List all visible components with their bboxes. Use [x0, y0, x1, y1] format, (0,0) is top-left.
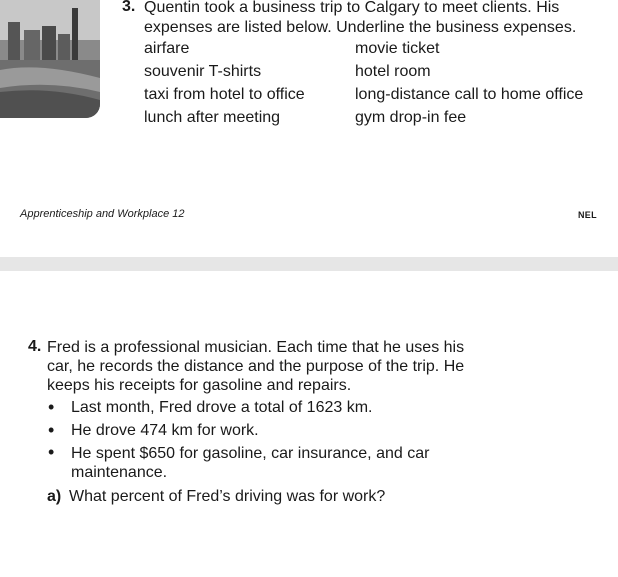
question-3-line-2: expenses are listed below. Underline the business expenses. [144, 19, 577, 36]
footer-book-title: Apprenticeship and Workplace 12 [20, 208, 185, 220]
bullet-expenses [71, 444, 429, 482]
option-airfare[interactable]: airfare [144, 40, 190, 57]
part-a-question: What percent of Fred’s driving was for work? [69, 488, 386, 505]
footer-publisher: NEL [578, 210, 597, 220]
question-4-line-1: Fred is a professional musician. Each time that he uses his [47, 339, 465, 356]
question-3-number: 3. [122, 0, 136, 15]
page-top [0, 0, 618, 255]
page-divider [0, 257, 618, 271]
bullet-expenses-line-2: maintenance. [71, 464, 168, 481]
question-3-line-1: Quentin took a business trip to Calgary to meet clients. His [144, 0, 560, 16]
part-a-label: a) [47, 488, 62, 505]
bullet-expenses-line-1: He spent $650 for gasoline, car insurance, and car [71, 445, 430, 462]
question-4-line-2: car, he records the distance and the purpose of the trip. He [47, 358, 465, 375]
option-hotel-room[interactable]: hotel room [355, 63, 431, 80]
question-4-number: 4. [28, 338, 42, 355]
option-movie-ticket[interactable]: movie ticket [355, 40, 440, 57]
bullet-dot: • [48, 397, 55, 417]
page-bottom [0, 271, 618, 577]
bullet-total-distance: Last month, Fred drove a total of 1623 km. [71, 399, 373, 416]
option-long-distance-call[interactable]: long-distance call to home office [355, 86, 584, 103]
question-4-line-3: keeps his receipts for gasoline and repairs. [47, 377, 352, 394]
option-souvenir-t-shirts[interactable]: souvenir T-shirts [144, 63, 262, 80]
bullet-dot: • [48, 420, 55, 440]
option-taxi[interactable]: taxi from hotel to office [144, 86, 305, 103]
option-lunch[interactable]: lunch after meeting [144, 109, 281, 126]
question-3-text [144, 0, 576, 38]
question-4-text [47, 338, 464, 395]
city-photo [0, 0, 100, 118]
option-gym-drop-in-fee[interactable]: gym drop-in fee [355, 109, 467, 126]
bullet-dot: • [48, 442, 55, 462]
bullet-work-distance: He drove 474 km for work. [71, 422, 259, 439]
